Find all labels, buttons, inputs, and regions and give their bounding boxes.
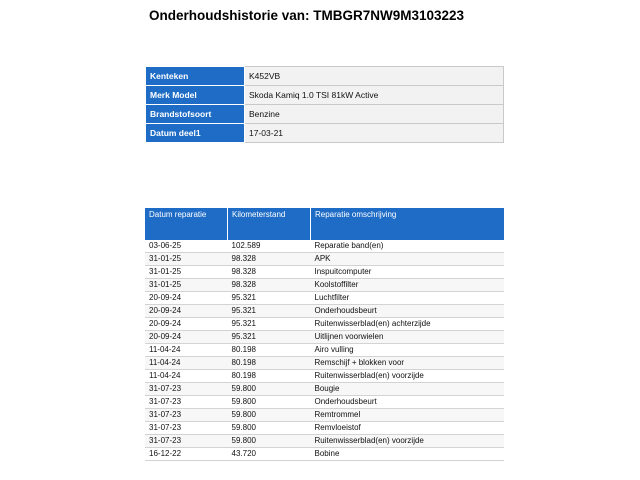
cell-description: Remtrommel (311, 409, 505, 422)
cell-description: Onderhoudsbeurt (311, 396, 505, 409)
table-row (145, 253, 504, 266)
cell-description: Airo vulling (311, 344, 505, 357)
table-row (145, 409, 504, 422)
table-row (145, 344, 504, 357)
cell-description: Ruitenwisserblad(en) voorzijde (311, 435, 505, 448)
cell-mileage: 80.198 (228, 357, 311, 370)
vehicle-info-row (146, 67, 504, 86)
vehicle-info-label: Datum deel1 (146, 124, 245, 143)
table-row (145, 266, 504, 279)
cell-date: 11-04-24 (145, 357, 228, 370)
table-row (145, 422, 504, 435)
cell-date: 20-09-24 (145, 292, 228, 305)
cell-mileage: 59.800 (228, 383, 311, 396)
vehicle-info-row (146, 124, 504, 143)
cell-date: 16-12-22 (145, 448, 228, 461)
table-row (145, 279, 504, 292)
cell-mileage: 95.321 (228, 318, 311, 331)
cell-date: 31-07-23 (145, 383, 228, 396)
cell-mileage: 98.328 (228, 266, 311, 279)
table-row (145, 331, 504, 344)
cell-description: Onderhoudsbeurt (311, 305, 505, 318)
column-header-date: Datum reparatie (145, 208, 228, 240)
cell-description: APK (311, 253, 505, 266)
cell-date: 03-06-25 (145, 240, 228, 253)
table-row (145, 383, 504, 396)
cell-mileage: 98.328 (228, 253, 311, 266)
cell-date: 31-07-23 (145, 422, 228, 435)
table-row (145, 357, 504, 370)
vehicle-info-value: Skoda Kamiq 1.0 TSI 81kW Active (245, 86, 504, 105)
cell-mileage: 43.720 (228, 448, 311, 461)
cell-mileage: 98.328 (228, 279, 311, 292)
table-row (145, 240, 504, 253)
cell-description: Inspuitcomputer (311, 266, 505, 279)
cell-description: Koolstoffilter (311, 279, 505, 292)
cell-mileage: 59.800 (228, 409, 311, 422)
cell-description: Bougie (311, 383, 505, 396)
table-row (145, 448, 504, 461)
cell-date: 11-04-24 (145, 370, 228, 383)
cell-description: Remschijf + blokken voor (311, 357, 505, 370)
table-row (145, 318, 504, 331)
vehicle-info-row (146, 86, 504, 105)
cell-date: 11-04-24 (145, 344, 228, 357)
cell-mileage: 80.198 (228, 370, 311, 383)
cell-date: 20-09-24 (145, 318, 228, 331)
cell-description: Ruitenwisserblad(en) achterzijde (311, 318, 505, 331)
vehicle-info-value: K452VB (245, 67, 504, 86)
cell-description: Luchtfilter (311, 292, 505, 305)
cell-mileage: 102.589 (228, 240, 311, 253)
table-header-row (145, 208, 504, 240)
cell-date: 31-01-25 (145, 253, 228, 266)
cell-mileage: 95.321 (228, 331, 311, 344)
table-row (145, 292, 504, 305)
cell-date: 31-01-25 (145, 266, 228, 279)
vehicle-info-label: Kenteken (146, 67, 245, 86)
cell-mileage: 95.321 (228, 292, 311, 305)
page-title: Onderhoudshistorie van: TMBGR7NW9M3103223 (149, 8, 465, 23)
cell-mileage: 59.800 (228, 435, 311, 448)
table-row (145, 370, 504, 383)
cell-description: Uitlijnen voorwielen (311, 331, 505, 344)
table-row (145, 396, 504, 409)
cell-description: Ruitenwisserblad(en) voorzijde (311, 370, 505, 383)
cell-mileage: 59.800 (228, 422, 311, 435)
column-header-mileage: Kilometerstand (228, 208, 311, 240)
cell-date: 31-01-25 (145, 279, 228, 292)
vehicle-info-label: Merk Model (146, 86, 245, 105)
vehicle-info-table (145, 66, 504, 143)
cell-date: 31-07-23 (145, 409, 228, 422)
table-row (145, 305, 504, 318)
cell-description: Reparatie band(en) (311, 240, 505, 253)
vehicle-info-value: 17-03-21 (245, 124, 504, 143)
cell-mileage: 95.321 (228, 305, 311, 318)
maintenance-history-table (145, 208, 504, 461)
cell-description: Remvloeistof (311, 422, 505, 435)
table-row (145, 435, 504, 448)
cell-mileage: 80.198 (228, 344, 311, 357)
vehicle-info-row (146, 105, 504, 124)
vehicle-info-label: Brandstofsoort (146, 105, 245, 124)
cell-date: 31-07-23 (145, 396, 228, 409)
cell-date: 31-07-23 (145, 435, 228, 448)
vehicle-info-value: Benzine (245, 105, 504, 124)
cell-date: 20-09-24 (145, 331, 228, 344)
column-header-description: Reparatie omschrijving (311, 208, 505, 240)
cell-date: 20-09-24 (145, 305, 228, 318)
cell-description: Bobine (311, 448, 505, 461)
cell-mileage: 59.800 (228, 396, 311, 409)
